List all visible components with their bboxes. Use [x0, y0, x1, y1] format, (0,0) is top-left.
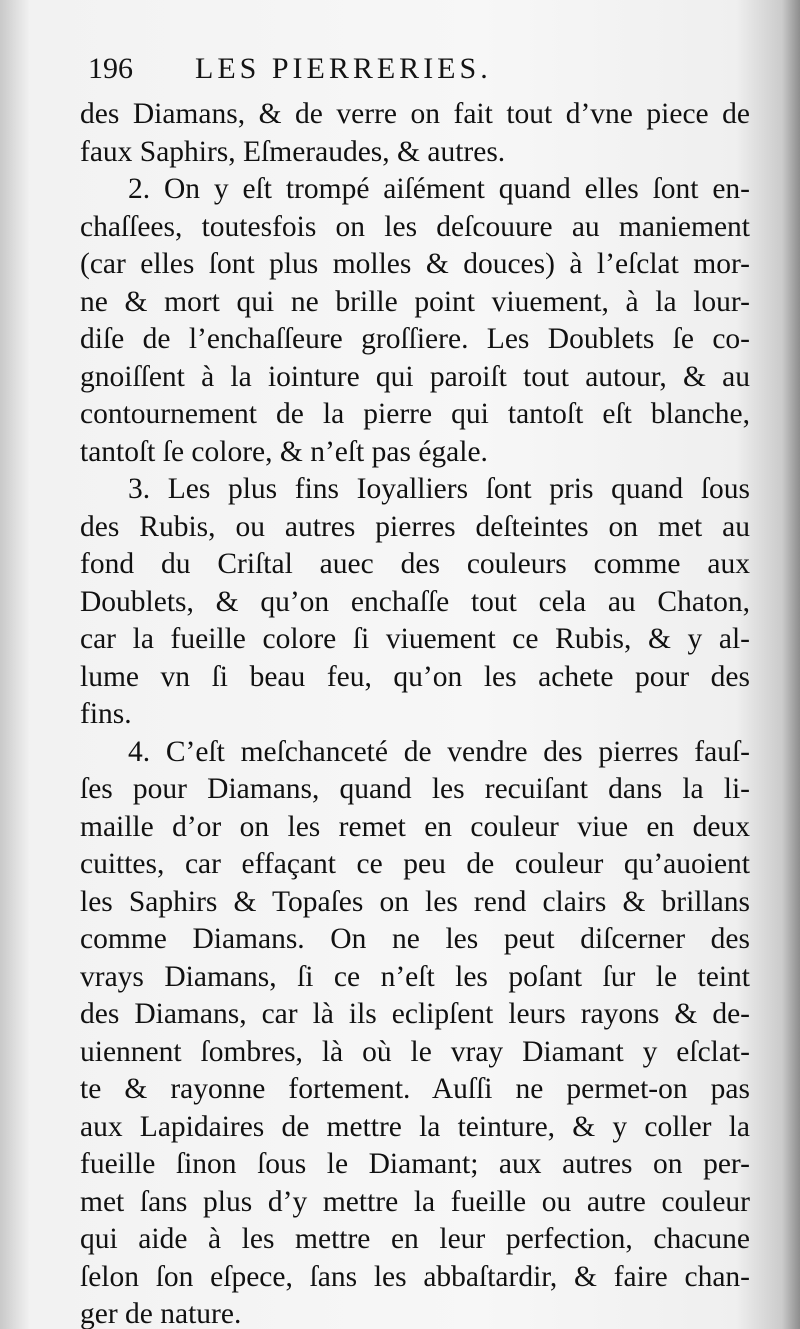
text-line: ſes pour Diamans, quand les recuiſant dans la li- [80, 773, 750, 805]
text-line: gnoiſſent à la iointure qui paroiſt tout autour, & au [80, 360, 750, 393]
text-line: les Saphirs & Topaſes on les rend clairs & brillans [80, 885, 750, 918]
text-line: qui aide à les mettre en leur perfection, chacune [80, 1223, 750, 1255]
text-line: maille d’or on les remet en couleur viue en deux [80, 810, 750, 843]
text-line: vrays Diamans, ſi ce n’eſt les poſant ſur le teint [80, 960, 750, 993]
text-line: te & rayonne fortement. Auſſi ne permet-on pas [80, 1073, 750, 1105]
text-line: contournement de la pierre qui tantoſt eſt blanche, [80, 398, 750, 430]
text-line: ne & mort qui ne brille point viuement, à la lour- [80, 285, 750, 318]
text-line: lume vn ſi beau feu, qu’on les achete pour des [80, 660, 750, 693]
text-line: (car elles ſont plus molles & douces) à l’eſclat mor- [80, 248, 750, 280]
text-line: 2. On y eſt trompé aiſément quand elles ſont en- [128, 173, 750, 205]
running-title: LES PIERRERIES. [195, 52, 492, 85]
text-line: uiennent ſombres, là où le vray Diamant y eſclat- [80, 1035, 750, 1068]
text-line: diſe de l’enchaſſeure groſſiere. Les Doublets ſe co- [80, 323, 750, 355]
text-line: des Diamans, car là ils eclipſent leurs rayons & de- [80, 998, 750, 1030]
text-line: faux Saphirs, Eſmeraudes, & autres. [80, 135, 506, 168]
text-line: fins. [80, 698, 132, 730]
text-line: comme Diamans. On ne les peut diſcerner des [80, 923, 750, 955]
text-line: Doublets, & qu’on enchaſſe tout cela au Chaton, [80, 585, 750, 618]
text-line: cuittes, car effaçant ce peu de couleur qu’auoient [80, 848, 750, 880]
text-line: chaſſees, toutesfois on les deſcouure au maniement [80, 210, 750, 243]
text-line: ſelon ſon eſpece, ſans les abbaſtardir, & faire chan- [80, 1260, 750, 1293]
text-line: fond du Criſtal auec des couleurs comme aux [80, 548, 750, 580]
text-line: car la fueille colore ſi viuement ce Rubis, & y al- [80, 623, 750, 655]
page-gutter-shadow [782, 0, 800, 1329]
page-number: 196 [88, 52, 133, 85]
text-line: des Diamans, & de verre on fait tout d’vne piece de [80, 98, 750, 130]
text-line: des Rubis, ou autres pierres deſteintes on met au [80, 510, 750, 543]
text-line: 4. C’eſt meſchanceté de vendre des pierres fauſ- [128, 735, 750, 768]
body-text [80, 96, 750, 1329]
text-line: ger de nature. [80, 1298, 242, 1329]
text-line: 3. Les plus fins Ioyalliers ſont pris quand ſous [128, 473, 750, 505]
page-header [88, 52, 648, 98]
text-line: met ſans plus d’y mettre la fueille ou autre couleur [80, 1185, 750, 1218]
text-line: fueille ſinon ſous le Diamant; aux autres on per- [80, 1148, 750, 1180]
text-line: tantoſt ſe colore, & n’eſt pas égale. [80, 435, 488, 468]
text-line: aux Lapidaires de mettre la teinture, & y coller la [80, 1110, 750, 1143]
